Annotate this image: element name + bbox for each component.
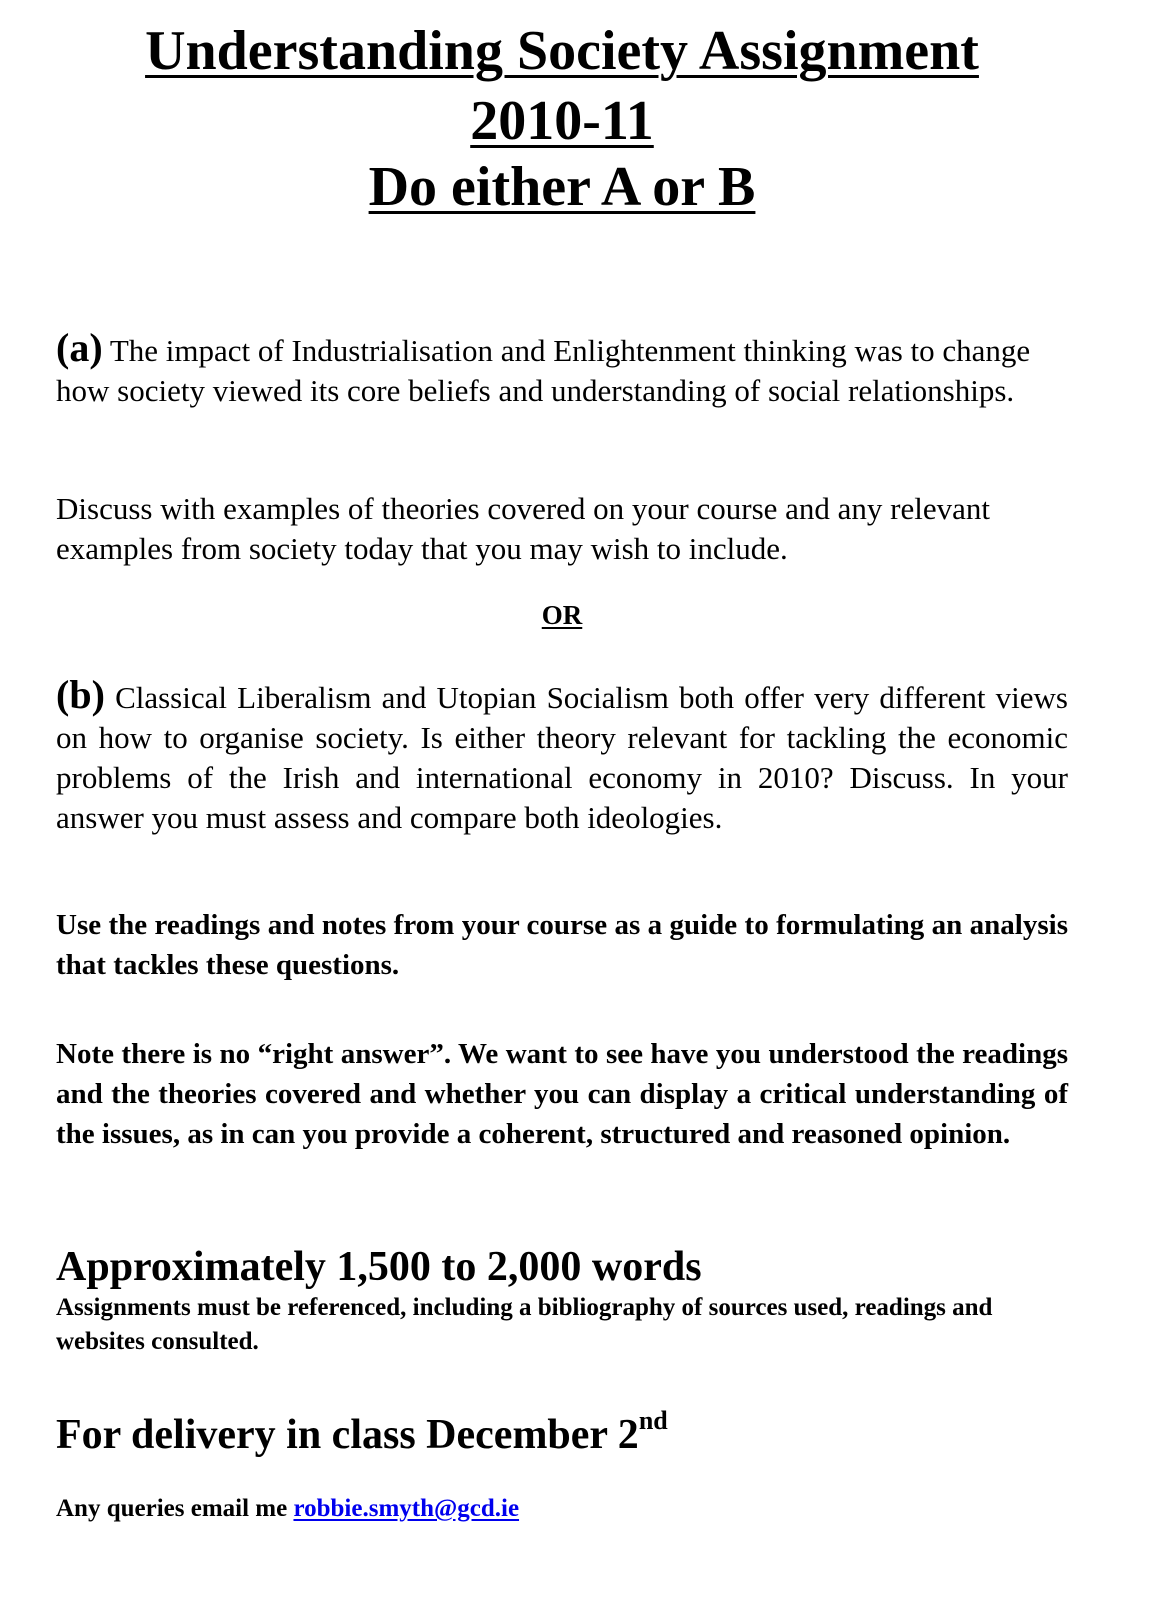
title-line-1: Understanding Society Assignment xyxy=(145,20,979,82)
delivery-suffix: nd xyxy=(638,1406,668,1435)
title-line-3: Do either A or B xyxy=(368,156,756,218)
referencing-note: Assignments must be referenced, including a bibliography of sources used, readings and websites consulted. xyxy=(56,1294,993,1355)
question-b-label: (b) xyxy=(56,672,105,717)
or-separator: OR xyxy=(541,600,583,630)
question-a-discuss: Discuss with examples of theories covered on your course and any relevant examples from society today that you may wish to include. xyxy=(56,491,991,566)
email-link[interactable]: robbie.smyth@gcd.ie xyxy=(293,1495,520,1522)
question-a xyxy=(56,325,1068,411)
question-a-label: (a) xyxy=(56,325,103,370)
question-b-text: Classical Liberalism and Utopian Socialism both offer very different views on how to organise society. Is either theory relevant for tackling the economic problems of the Irish and international economy in 2010? Discuss. In your answer you must assess and compare both ideologies. xyxy=(56,680,1068,835)
readings-guidance: Use the readings and notes from your course as a guide to formulating an analysis that tackles these questions. xyxy=(56,909,1068,981)
delivery-text: For delivery in class December 2 xyxy=(56,1412,639,1458)
contact-line xyxy=(56,1492,1068,1526)
contact-prefix: Any queries email me xyxy=(56,1495,294,1522)
word-count-heading: Approximately 1,500 to 2,000 words xyxy=(56,1244,702,1290)
title-line-2: 2010-11 xyxy=(470,90,654,152)
question-a-text: The impact of Industrialisation and Enlightenment thinking was to change how society viewed its core beliefs and understanding of social relationships. xyxy=(56,333,1031,408)
question-b xyxy=(56,672,1068,838)
right-answer-note: Note there is no “right answer”. We want to see have you understood the readings and the theories covered and whether you can display a critical understanding of the issues, as in can you provide a coherent, structured and reasoned opinion. xyxy=(56,1038,1068,1150)
delivery-date xyxy=(56,1406,668,1460)
